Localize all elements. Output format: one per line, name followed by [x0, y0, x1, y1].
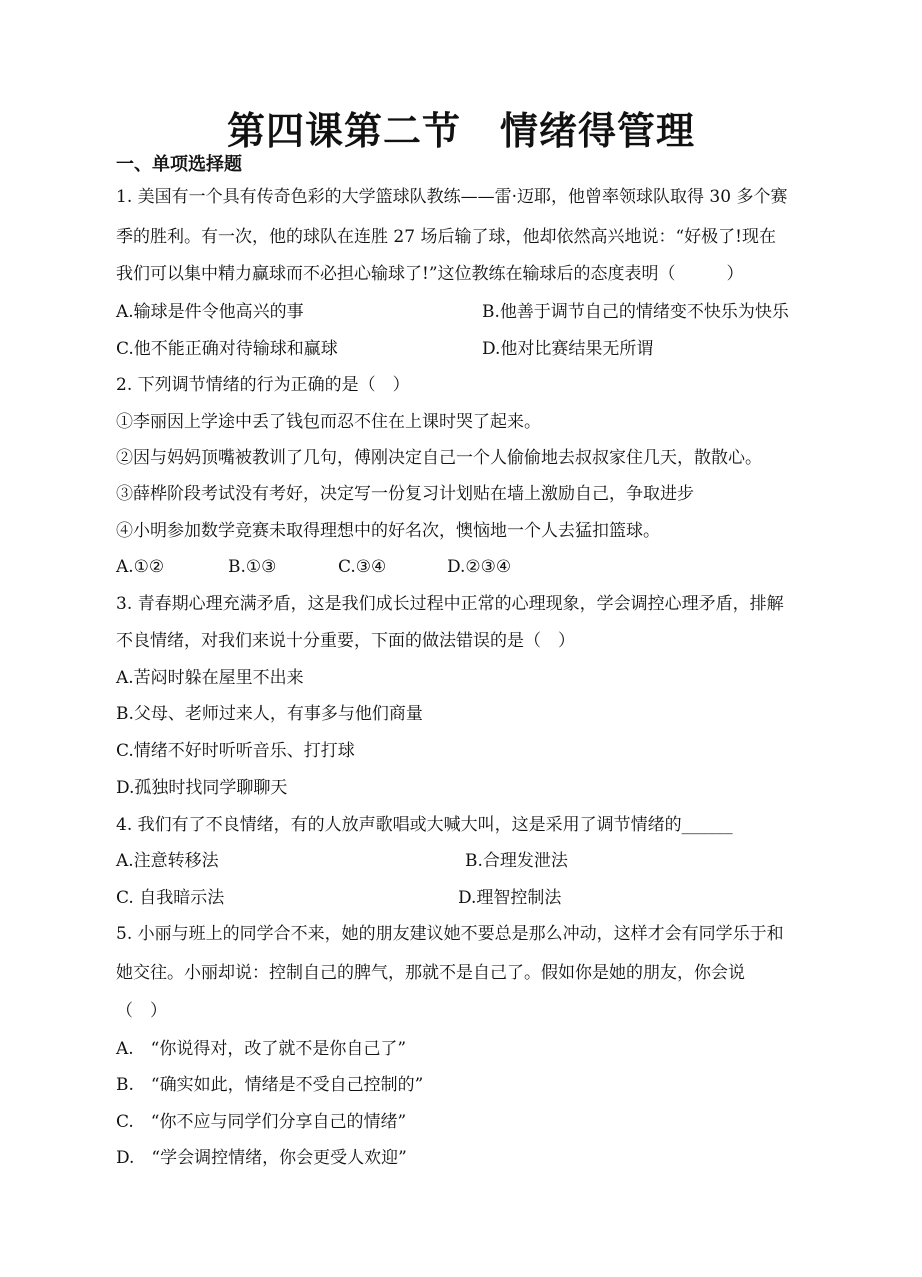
q2-item-3: ③薛桦阶段考试没有考好，决定写一份复习计划贴在墙上激励自己，争取进步 — [116, 484, 694, 504]
q4-option-c: C. 自我暗示法 — [116, 888, 225, 908]
page-title: 第四课第二节 情绪得管理 — [226, 108, 695, 153]
q4-option-a: A.注意转移法 — [116, 851, 219, 871]
q2-option-c: C.③④ — [338, 557, 387, 577]
q1-option-a: A.输球是件令他高兴的事 — [116, 302, 304, 322]
q1-stem-line-3: 我们可以集中精力赢球而不必担心输球了!”这位教练在输球后的态度表明（ ） — [116, 264, 744, 284]
q3-stem-line-1: 3. 青春期心理充满矛盾，这是我们成长过程中正常的心理现象，学会调控心理矛盾，排解 — [116, 594, 784, 614]
q5-option-a: A. “你说得对，改了就不是你自己了” — [116, 1039, 407, 1059]
q2-option-d: D.②③④ — [447, 557, 512, 577]
q4-stem: 4. 我们有了不良情绪，有的人放声歌唱或大喊大叫，这是采用了调节情绪的______ — [116, 815, 733, 835]
section-heading: 一、单项选择题 — [116, 154, 242, 175]
q3-option-d: D.孤独时找同学聊聊天 — [116, 778, 288, 798]
q5-option-c: C. “你不应与同学们分享自己的情绪” — [116, 1112, 407, 1132]
q1-stem-line-2: 季的胜利。有一次，他的球队在连胜 27 场后输了球，他却依然高兴地说：“好极了!现在 — [116, 227, 776, 247]
q5-option-d: D. “学会调控情绪，你会更受人欢迎” — [116, 1148, 407, 1168]
q4-option-d: D.理智控制法 — [458, 888, 562, 908]
q3-stem-line-2: 不良情绪，对我们来说十分重要，下面的做法错误的是（ ） — [116, 631, 575, 651]
q5-stem-line-2: 她交往。小丽却说：控制自己的脾气，那就不是自己了。假如你是她的朋友，你会说 — [116, 963, 745, 983]
q2-item-4: ④小明参加数学竞赛未取得理想中的好名次，懊恼地一个人去猛扣篮球。 — [116, 521, 660, 541]
q3-option-a: A.苦闷时躲在屋里不出来 — [116, 668, 304, 688]
q1-option-b: B.他善于调节自己的情绪变不快乐为快乐 — [482, 302, 789, 322]
q2-option-b: B.①③ — [228, 557, 277, 577]
q1-option-d: D.他对比赛结果无所谓 — [482, 339, 654, 359]
q5-stem-line-3: （ ） — [116, 1001, 167, 1021]
q2-item-1: ①李丽因上学途中丢了钱包而忍不住在上课时哭了起来。 — [116, 412, 541, 432]
q2-stem: 2. 下列调节情绪的行为正确的是（ ） — [116, 375, 410, 395]
q1-stem-line-1: 1. 美国有一个具有传奇色彩的大学篮球队教练——雷·迈耶，他曾率领球队取得 30 多个赛 — [116, 187, 788, 207]
q5-option-b: B. “确实如此，情绪是不受自己控制的” — [116, 1075, 424, 1095]
q1-option-c: C.他不能正确对待输球和赢球 — [116, 339, 338, 359]
q3-option-c: C.情绪不好时听听音乐、打打球 — [116, 741, 355, 761]
q4-option-b: B.合理发泄法 — [465, 851, 568, 871]
q2-item-2: ②因与妈妈顶嘴被教训了几句，傅刚决定自己一个人偷偷地去叔叔家住几天，散散心。 — [116, 448, 762, 468]
q3-option-b: B.父母、老师过来人，有事多与他们商量 — [116, 704, 423, 724]
q5-stem-line-1: 5. 小丽与班上的同学合不来，她的朋友建议她不要总是那么冲动，这样才会有同学乐于和 — [116, 924, 784, 944]
q2-option-a: A.①② — [116, 557, 165, 577]
